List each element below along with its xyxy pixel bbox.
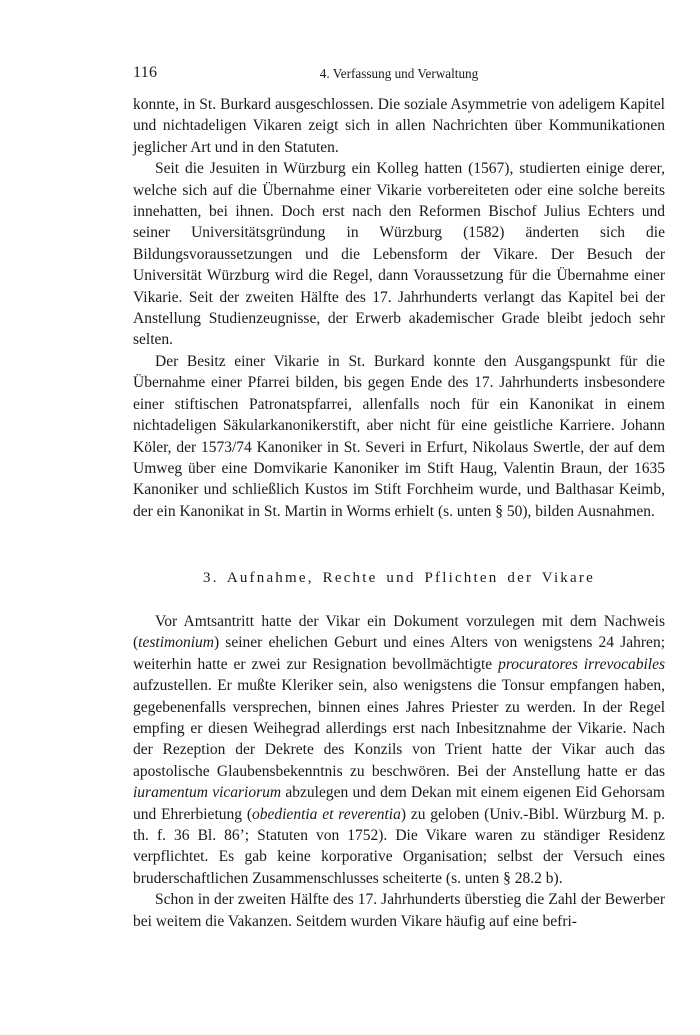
paragraph: Der Besitz einer Vikarie in St. Burkard konnte den Ausgangspunkt für die Übernahme einer Pfarrei bilden, bis gegen Ende des 17. Jahrhunderts insbesondere einer stiftischen Patronatspfarrei, allenfalls noch für ein Kanonikat in einem nichtadeligen Säkularkanonikerstift, aber nicht für eine geistliche Karriere. Johann Köler, der 1573/74 Kanoniker in St. Severi in Erfurt, Nikolaus Swertle, der auf dem Umweg über eine Domvikarie Kanoniker im Stift Haug, Valentin Braun, der 1635 Kanoniker und schließlich Kustos im Stift Forchheim wurde, und Balthasar Keimb, der ein Kanonikat in St. Martin in Worms erhielt (s. unten § 50), bilden Ausnahmen. — [133, 352, 665, 520]
latin-term: testimonium — [138, 634, 214, 652]
running-head — [133, 64, 665, 84]
text-run: ) seiner ehelichen Geburt und eines Alters von wenigstens 24 Jahren; weiterhin hatte er zwei zur Resignation bevollmächtigte — [133, 634, 665, 673]
section-heading: 3. Aufnahme, Rechte und Pflichten der Vikare — [203, 570, 595, 586]
running-title: 4. Verfassung und Verwaltung — [319, 66, 479, 81]
section-body-text — [133, 611, 665, 932]
latin-term: obedientia et reverentia — [252, 805, 401, 823]
paragraph: Seit die Jesuiten in Würzburg ein Kolleg hatten (1567), studierten einige derer, welche sich auf die Übernahme einer Vikarie vorbereiteten oder eine solche bereits innehatten, bei ihnen. Doch erst nach den Reformen Bischof Julius Echters und seiner Universitätsgründung in Würzburg (1582) änderten sich die Bildungsvoraussetzungen und die Lebensform der Vikare. Der Besuch der Universität Würzburg wird die Regel, dann Voraussetzung für die Übernahme einer Vikarie. Seit der zweiten Hälfte des 17. Jahrhunderts verlangt das Kapitel bei der Anstellung Studienzeugnisse, der Erwerb akademischer Grade bleibt jedoch sehr selten. — [133, 160, 665, 349]
text-run: aufzustellen. Er mußte Kleriker sein, also wenigstens die Tonsur empfangen haben, gegebenenfalls versprechen, binnen eines Jahres Priester zu werden. In der Regel empfing er diesen Weihegrad allerdings erst nach Inbesitznahme der Vikarie. Nach der Rezeption der Dekrete des Konzils von Trient hatte der Vikar auch das apostolische Glaubensbekenntnis zu beschwören. Bei der Anstellung hatte er das — [133, 677, 665, 780]
text-run: Vor Amtsantritt hatte der Vikar ein Dokument vorzulegen mit dem Nachweis ( — [133, 613, 665, 652]
paragraph — [133, 611, 665, 889]
latin-term: iuramentum vicariorum — [133, 784, 282, 802]
body-text — [133, 94, 665, 522]
page-number: 116 — [133, 64, 158, 81]
text-run: ) zu geloben (Univ.-Bibl. Würzburg M. p. th. f. 36 Bl. 86’; Statuten von 1752). Die Vikare waren zu ständiger Residenz verpflichtet. Es gab keine korporative Organisation; selbst der Versuch eines bruderschaftlichen Zusammenschlusses scheiterte (s. unten § 28.2 b). — [133, 805, 665, 887]
latin-term: procuratores irrevocabiles — [498, 655, 665, 673]
paragraph: konnte, in St. Burkard ausgeschlossen. Die soziale Asymmetrie von adeligem Kapitel und nichtadeligen Vikaren zeigt sich in allen Nachrichten über Kommunikationen jeglicher Art und in den Statuten. — [133, 96, 665, 156]
text-run: abzulegen und dem Dekan mit einem eigenen Eid Gehorsam und Ehrerbietung ( — [133, 784, 665, 823]
paragraph: Schon in der zweiten Hälfte des 17. Jahrhunderts überstieg die Zahl der Bewerber bei weitem die Vakanzen. Seitdem wurden Vikare häufig auf eine befri- — [133, 891, 665, 930]
